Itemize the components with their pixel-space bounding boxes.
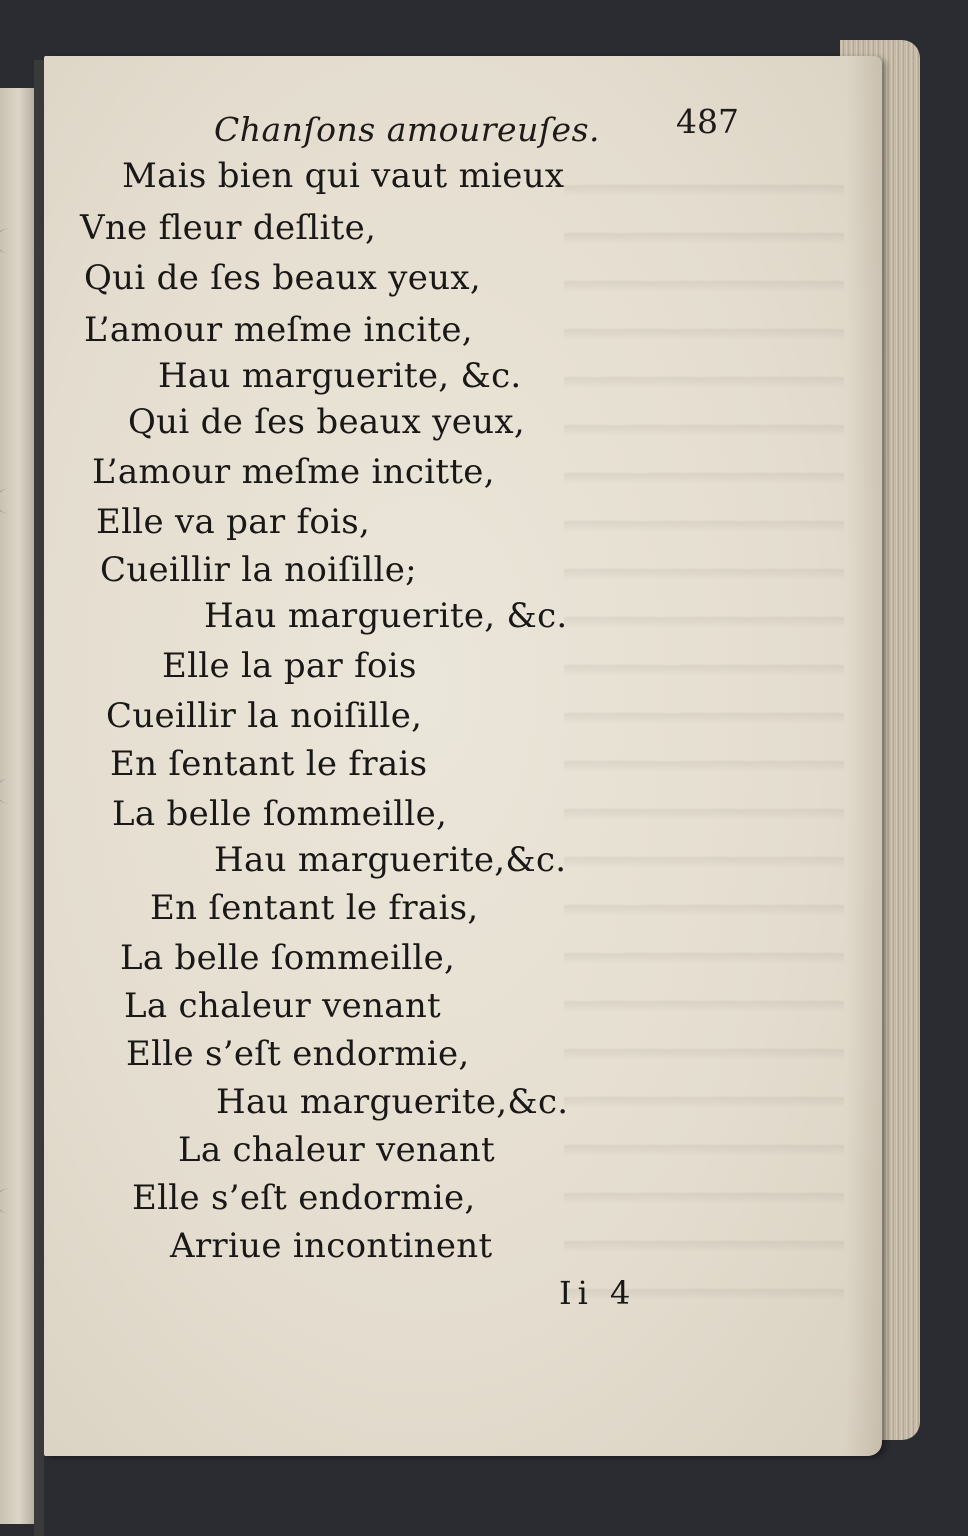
verse-line: En ſentant le frais, bbox=[150, 888, 479, 928]
verse-line: La chaleur venant bbox=[178, 1130, 495, 1170]
verse-line: Cueillir la noiſille, bbox=[106, 696, 423, 736]
verse-line: Hau marguerite,&c. bbox=[216, 1082, 569, 1122]
verse-line: La chaleur venant bbox=[124, 986, 441, 1026]
verse-line: L’amour meſme incite, bbox=[84, 310, 473, 350]
verse-line: Elle va par fois, bbox=[96, 502, 371, 542]
signature-mark: Ii 4 bbox=[559, 1274, 637, 1312]
verse-line: Arriue incontinent bbox=[170, 1226, 493, 1266]
verse-line: Qui de ſes beaux yeux, bbox=[84, 258, 481, 298]
page-number: 487 bbox=[676, 102, 739, 141]
verse-line: Elle s’eſt endormie, bbox=[126, 1034, 470, 1074]
facing-page-mark bbox=[0, 488, 27, 514]
verse-line: Hau marguerite, &c. bbox=[158, 356, 522, 396]
verse-line: Mais bien qui vaut mieux bbox=[122, 156, 565, 196]
facing-page-mark bbox=[0, 778, 27, 804]
verse-line: Elle s’eſt endormie, bbox=[132, 1178, 476, 1218]
ink-showthrough bbox=[564, 156, 844, 1306]
verse-line: Hau marguerite,&c. bbox=[214, 840, 567, 880]
verse-line: La belle ſommeille, bbox=[120, 938, 456, 978]
verse-line: Hau marguerite, &c. bbox=[204, 596, 568, 636]
facing-page-mark bbox=[0, 228, 27, 254]
book-gutter bbox=[34, 60, 44, 1536]
facing-page-mark bbox=[0, 1188, 27, 1214]
book-page bbox=[44, 56, 882, 1456]
verse-line: En ſentant le frais bbox=[110, 744, 428, 784]
verse-line: Elle la par fois bbox=[162, 646, 417, 686]
running-head: Chanſons amoureuſes. bbox=[214, 110, 601, 149]
verse-line: Cueillir la noiſille; bbox=[100, 550, 417, 590]
facing-page-edge bbox=[0, 88, 34, 1524]
verse-line: Vne fleur deſlite, bbox=[80, 208, 377, 248]
verse-line: Qui de ſes beaux yeux, bbox=[128, 402, 525, 442]
verse-line: La belle ſommeille, bbox=[112, 794, 448, 834]
verse-line: L’amour meſme incitte, bbox=[92, 452, 495, 492]
